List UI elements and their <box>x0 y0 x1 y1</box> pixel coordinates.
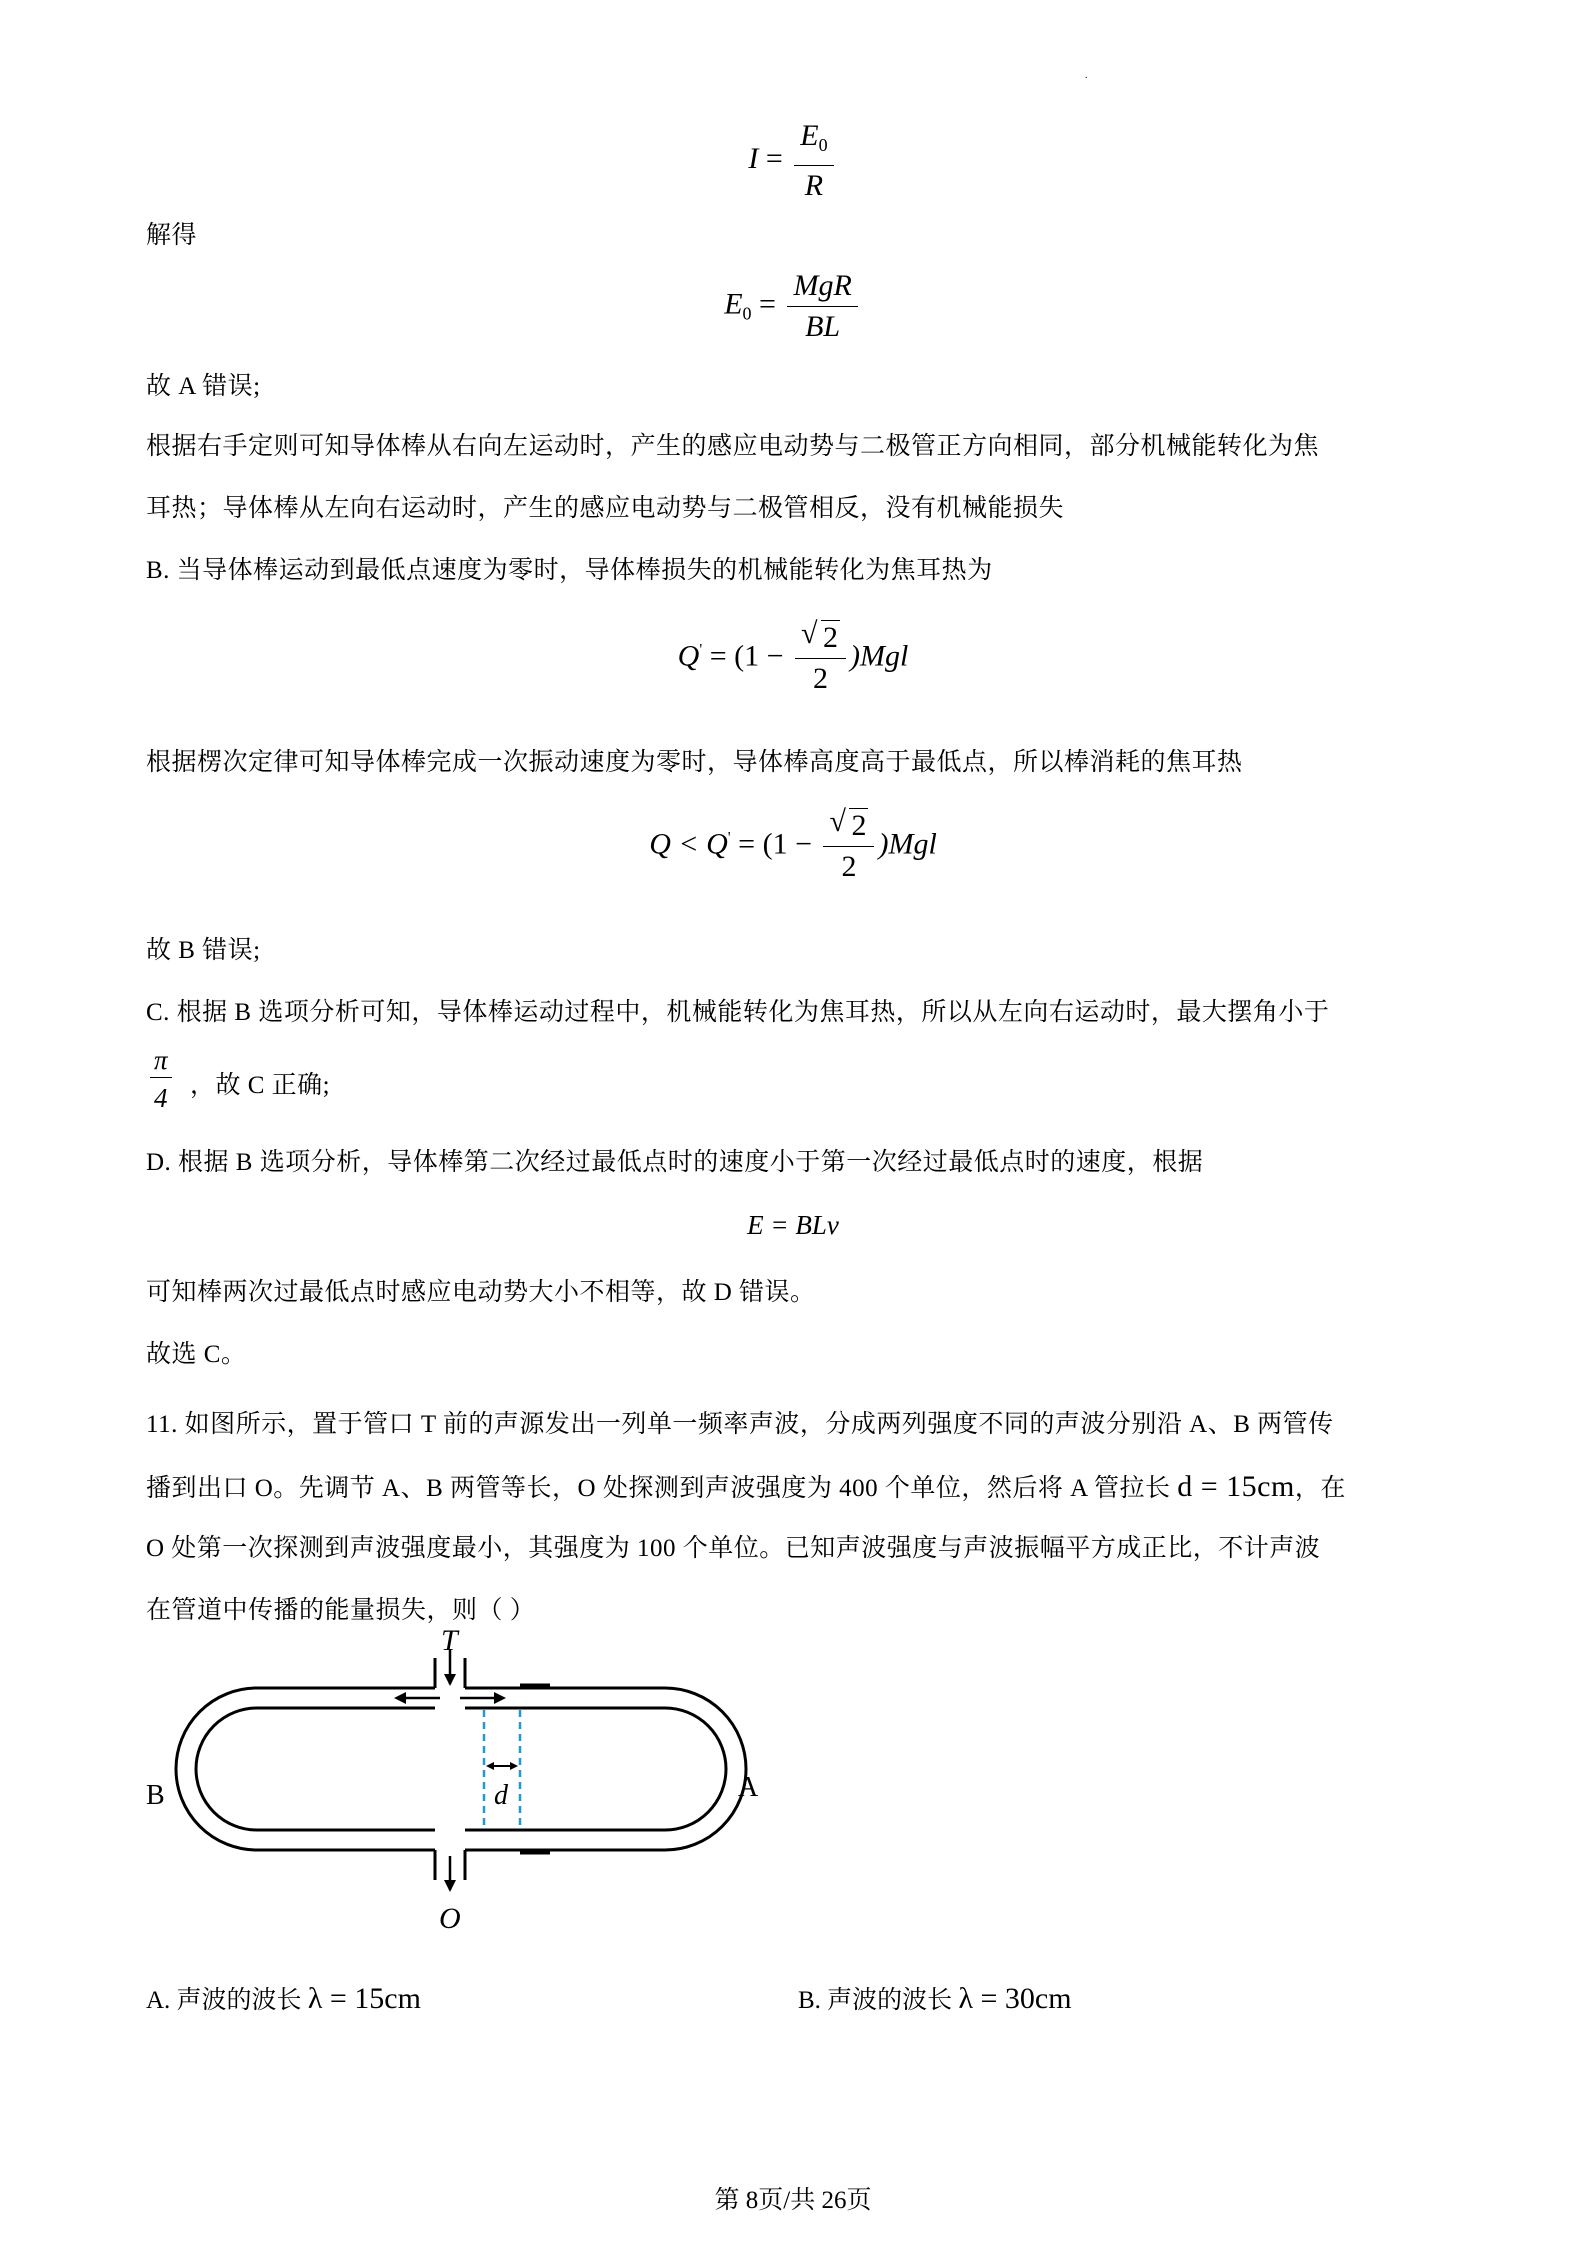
paragraph: 故 A 错误; <box>146 373 261 400</box>
paragraph: C. 根据 B 选项分析可知，导体棒运动过程中，机械能转化为焦耳热，所以从左向右运动时，最大摆角小于 <box>146 999 1330 1026</box>
outer-tube-right <box>465 1688 746 1850</box>
question-11-line1: 11. 如图所示，置于管口 T 前的声源发出一列单一频率声波，分成两列强度不同的声波分别沿 A、B 两管传 <box>146 1411 1334 1438</box>
option-b[interactable] <box>798 1980 1072 2016</box>
formula-tail: )Mgl <box>878 827 937 861</box>
denominator: 2 <box>813 662 829 695</box>
formula-emf <box>0 268 1586 345</box>
numerator: E <box>800 119 819 152</box>
question-11-line3: O 处第一次探测到声波强度最小，其强度为 100 个单位。已知声波强度与声波振幅平方成正比，不计声波 <box>146 1535 1321 1562</box>
sqrt-radicand: 2 <box>823 621 839 654</box>
label-d: d <box>494 1780 508 1811</box>
label-B: B <box>146 1780 165 1811</box>
sqrt-radicand: 2 <box>851 809 867 842</box>
outer-tube <box>176 1688 435 1850</box>
option-a-math: λ = 15cm <box>307 1982 421 2015</box>
formula-eq: = (1 − <box>709 639 784 673</box>
paragraph: 根据楞次定律可知导体棒完成一次振动速度为零时，导体棒高度高于最低点，所以棒消耗的焦耳热 <box>146 749 1243 776</box>
paragraph: 解得 <box>146 222 198 249</box>
pi-over-4 <box>150 1045 172 1116</box>
numerator: π <box>150 1045 172 1078</box>
formula-heat-compare <box>0 805 1586 885</box>
q11-math-d: d = 15cm <box>1177 1470 1295 1503</box>
formula-fraction <box>794 118 833 204</box>
q11-text: ，在 <box>1294 1475 1346 1502</box>
formula-tail: )Mgl <box>850 639 909 673</box>
formula-fraction: √ 2 2 <box>823 808 874 885</box>
option-b-text: B. 声波的波长 <box>798 1987 953 2014</box>
label-T: T <box>441 1628 458 1657</box>
label-O: O <box>439 1902 461 1935</box>
paragraph: 耳热；导体棒从左向右运动时，产生的感应电动势与二极管相反，没有机械能损失 <box>146 495 1065 522</box>
numerator: MgR <box>787 268 857 307</box>
option-a[interactable] <box>146 1980 421 2016</box>
formula-emf-blv <box>0 1210 1586 1241</box>
formula-current <box>0 118 1586 204</box>
paragraph: 可知棒两次过最低点时感应电动势大小不相等，故 D 错误。 <box>146 1279 816 1306</box>
denominator: 2 <box>841 850 857 883</box>
inner-tube-right <box>465 1708 726 1830</box>
formula-text: E = BLv <box>747 1210 839 1240</box>
formula-fraction: √ 2 2 <box>795 620 846 697</box>
formula-lhs: I <box>748 141 759 175</box>
corner-dot: . <box>1085 70 1088 81</box>
subscript: 0 <box>818 135 828 155</box>
formula-eq: = (1 − <box>738 827 812 861</box>
formula-eq: = <box>759 287 776 321</box>
formula-fraction <box>787 268 857 345</box>
option-b-math: λ = 30cm <box>958 1982 1072 2015</box>
question-11-line2 <box>146 1456 1446 1519</box>
label-A: A <box>738 1772 759 1803</box>
paragraph: ，故 C 正确; <box>190 1072 331 1099</box>
paragraph: B. 当导体棒运动到最低点速度为零时，导体棒损失的机械能转化为焦耳热为 <box>146 557 993 584</box>
paragraph: D. 根据 B 选项分析，导体棒第二次经过最低点时的速度小于第一次经过最低点时的速度，根据 <box>146 1149 1204 1176</box>
prime-mark: ' <box>699 641 703 659</box>
tube-diagram <box>130 1628 780 1958</box>
prime-mark: ' <box>727 829 731 847</box>
formula-lhs: Q <box>677 639 700 673</box>
paragraph: 故选 C。 <box>146 1341 247 1368</box>
formula-lhs: E <box>724 287 743 321</box>
denominator: BL <box>805 310 841 343</box>
page-footer: 第 8页/共 26页 <box>714 2187 872 2214</box>
denominator: 4 <box>154 1083 168 1113</box>
denominator: R <box>804 169 824 202</box>
question-11-line4: 在管道中传播的能量损失，则（ ） <box>146 1597 536 1624</box>
inner-tube <box>196 1708 435 1830</box>
q11-text: 播到出口 O。先调节 A、B 两管等长，O 处探测到声波强度为 400 个单位，然后将 A 管拉长 <box>146 1475 1171 1502</box>
option-a-text: A. 声波的波长 <box>146 1987 302 2014</box>
paragraph: 故 B 错误; <box>146 937 261 964</box>
formula-lhs: Q < Q <box>649 827 728 861</box>
subscript: 0 <box>742 303 752 324</box>
formula-eq: = <box>765 141 783 175</box>
formula-heat-max <box>0 617 1586 697</box>
paragraph: 根据右手定则可知导体棒从右向左运动时，产生的感应电动势与二极管正方向相同，部分机械能转化为焦 <box>146 433 1320 460</box>
